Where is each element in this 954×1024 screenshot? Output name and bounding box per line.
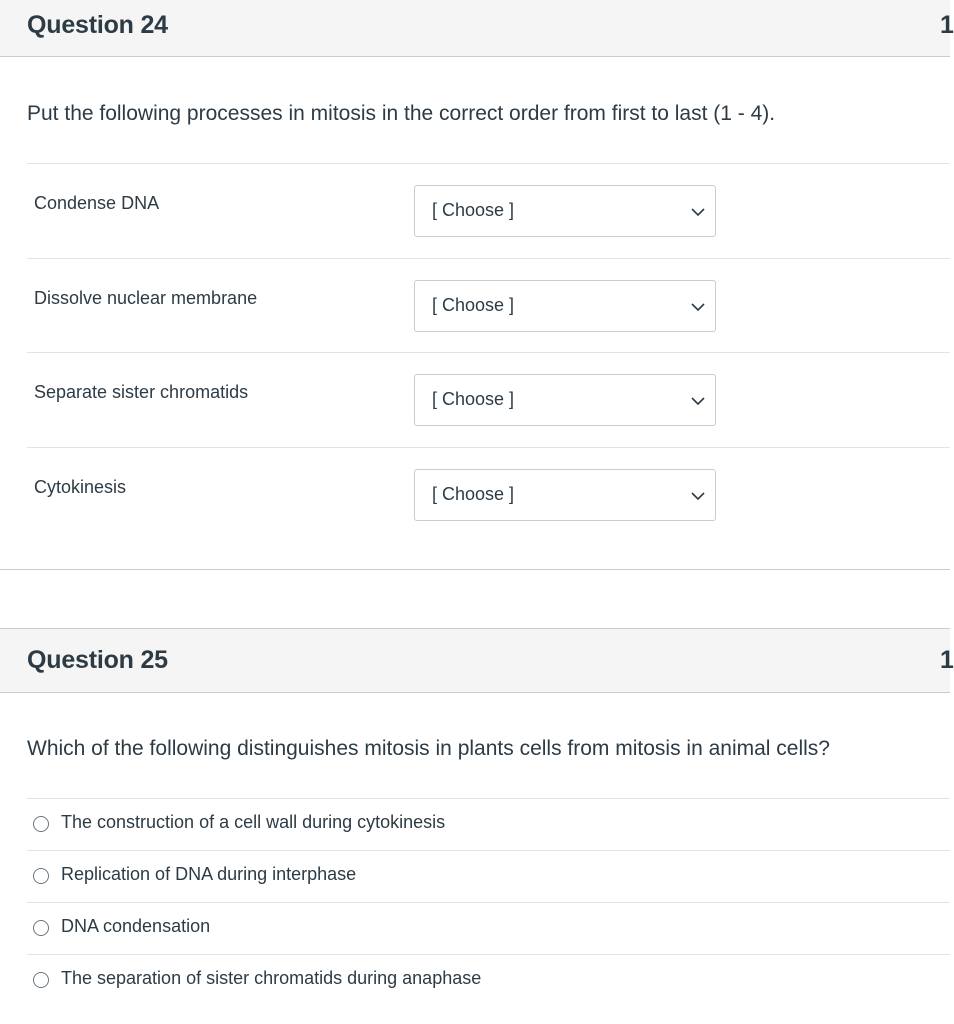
match-row [27, 447, 950, 541]
match-row-label: Cytokinesis [34, 477, 127, 497]
match-row [27, 258, 950, 352]
question-24-prompt: Put the following processes in mitosis in the correct order from first to last (1 - 4). [27, 102, 776, 125]
order-select[interactable] [414, 374, 716, 426]
answer-option-label: The separation of sister chromatids during anaphase [61, 968, 482, 988]
answer-option[interactable] [27, 954, 950, 1006]
answer-option[interactable] [27, 798, 950, 850]
question-25-title: Question 25 [27, 646, 168, 674]
answer-option-label: The construction of a cell wall during cytokinesis [61, 812, 446, 832]
question-25-prompt: Which of the following distinguishes mitosis in plants cells from mitosis in animal cells? [27, 737, 830, 760]
order-select[interactable] [414, 185, 716, 237]
chevron-down-icon [691, 205, 705, 219]
answer-option[interactable] [27, 902, 950, 954]
match-row-label: Separate sister chromatids [34, 382, 249, 402]
radio-unchecked-icon[interactable] [33, 816, 49, 832]
radio-unchecked-icon[interactable] [33, 868, 49, 884]
chevron-down-icon [691, 394, 705, 408]
question-25-header [0, 628, 954, 693]
match-row-label: Condense DNA [34, 193, 160, 213]
order-select-value: [ Choose ] [432, 295, 515, 315]
answer-option[interactable] [27, 850, 950, 902]
question-25-points: 1 [940, 646, 954, 674]
question-24-header [0, 0, 954, 57]
answer-option-label: Replication of DNA during interphase [61, 864, 357, 884]
answer-option-label: DNA condensation [61, 916, 211, 936]
radio-unchecked-icon[interactable] [33, 920, 49, 936]
question-24-title: Question 24 [27, 11, 168, 39]
order-select[interactable] [414, 280, 716, 332]
question-24-points: 1 [940, 11, 954, 39]
order-select-value: [ Choose ] [432, 484, 515, 504]
chevron-down-icon [691, 489, 705, 503]
radio-unchecked-icon[interactable] [33, 972, 49, 988]
match-row-label: Dissolve nuclear membrane [34, 288, 258, 308]
match-row [27, 352, 950, 446]
chevron-down-icon [691, 300, 705, 314]
order-select[interactable] [414, 469, 716, 521]
question-24-bottom-divider [0, 569, 950, 570]
order-select-value: [ Choose ] [432, 389, 515, 409]
order-select-value: [ Choose ] [432, 200, 515, 220]
match-row [27, 163, 950, 257]
